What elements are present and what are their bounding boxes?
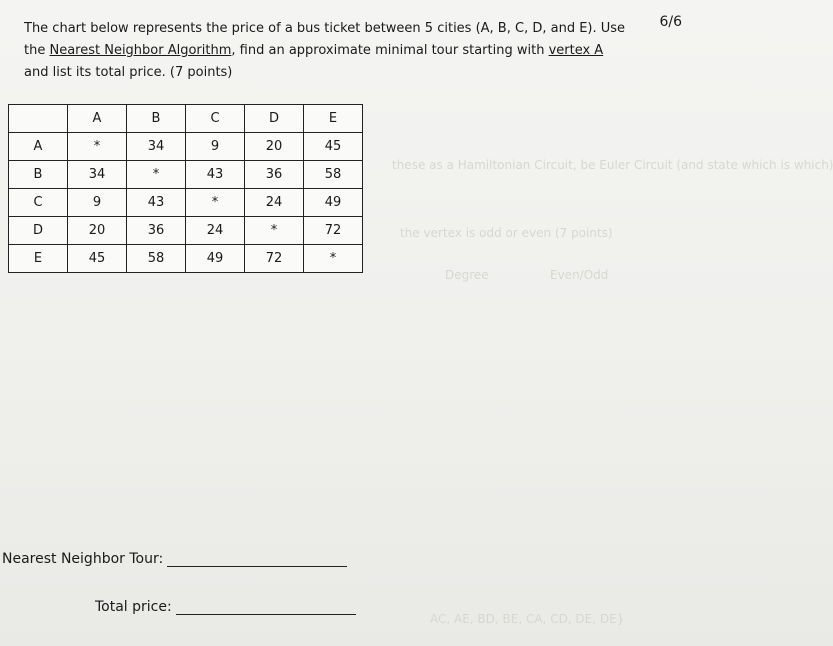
table-cell: 9: [68, 189, 127, 217]
tour-answer-row: [2, 548, 347, 567]
instruction-line-2-prefix: the: [24, 43, 50, 58]
tour-answer-blank[interactable]: [167, 548, 347, 567]
table-cell: *: [127, 161, 186, 189]
instruction-line-3: and list its total price. (7 points): [24, 65, 233, 80]
start-vertex: vertex A: [548, 43, 604, 58]
table-cell: 36: [127, 217, 186, 245]
table-cell: 20: [245, 133, 304, 161]
bleed-text-2: the vertex is odd or even (7 points): [400, 226, 613, 240]
table-header-row: [9, 105, 363, 133]
instruction-line-2-suffix: , find an approximate minimal tour starting with: [231, 43, 549, 58]
algorithm-name: Nearest Neighbor Algorithm: [49, 43, 232, 58]
table-cell: 43: [186, 161, 245, 189]
table-row: [9, 189, 363, 217]
price-table: [8, 104, 363, 273]
row-header: B: [9, 161, 68, 189]
table-cell: 58: [304, 161, 363, 189]
table-cell: 49: [186, 245, 245, 273]
problem-instructions: [24, 18, 664, 84]
total-answer-row: [95, 596, 356, 615]
bleed-text-1: these as a Hamiltonian Circuit, be Euler Circuit (and state which is which): [392, 158, 833, 172]
table-cell: 34: [68, 161, 127, 189]
table-cell: 72: [245, 245, 304, 273]
row-header: E: [9, 245, 68, 273]
bleed-text-3: Degree: [445, 268, 489, 282]
table-cell: 49: [304, 189, 363, 217]
table-cell: *: [186, 189, 245, 217]
table-cell: 9: [186, 133, 245, 161]
table-cell: *: [245, 217, 304, 245]
row-header: C: [9, 189, 68, 217]
table-cell: 45: [304, 133, 363, 161]
column-header: A: [68, 105, 127, 133]
column-header: B: [127, 105, 186, 133]
table-row: [9, 161, 363, 189]
column-header: E: [304, 105, 363, 133]
row-header: A: [9, 133, 68, 161]
table-cell: 24: [245, 189, 304, 217]
column-header: C: [186, 105, 245, 133]
instruction-line-2: [24, 40, 664, 62]
table-row: [9, 133, 363, 161]
instruction-line-1: The chart below represents the price of a bus ticket between 5 cities (A, B, C, D, and E). Use: [24, 21, 626, 36]
table-cell: 20: [68, 217, 127, 245]
page-number: 6/6: [659, 14, 682, 30]
table-cell: 58: [127, 245, 186, 273]
total-price-blank[interactable]: [176, 596, 356, 615]
table-cell: 43: [127, 189, 186, 217]
table-cell: 24: [186, 217, 245, 245]
column-header: [9, 105, 68, 133]
table-row: [9, 245, 363, 273]
tour-label: Nearest Neighbor Tour:: [2, 551, 164, 567]
table-row: [9, 217, 363, 245]
table-cell: *: [68, 133, 127, 161]
bleed-text-4: Even/Odd: [550, 268, 609, 282]
table-cell: 72: [304, 217, 363, 245]
row-header: D: [9, 217, 68, 245]
column-header: D: [245, 105, 304, 133]
bleed-text-5: AC, AE, BD, BE, CA, CD, DE, DE}: [430, 612, 625, 626]
table-cell: *: [304, 245, 363, 273]
table-cell: 45: [68, 245, 127, 273]
table-cell: 36: [245, 161, 304, 189]
total-price-label: Total price:: [95, 599, 172, 615]
table-cell: 34: [127, 133, 186, 161]
